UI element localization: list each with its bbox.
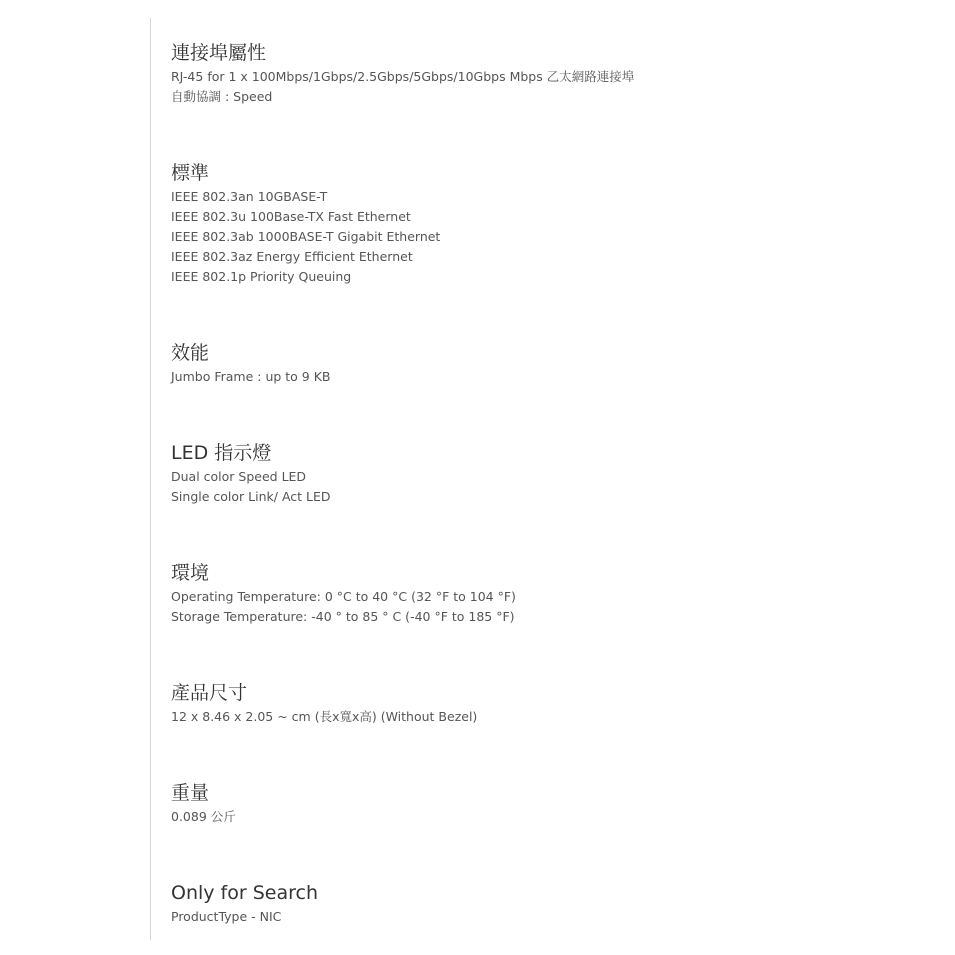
section-heading: 重量 — [171, 782, 210, 804]
spec-line: 12 x 8.46 x 2.05 ~ cm (長x寬x高) (Without Bezel) — [171, 709, 478, 724]
spec-line: IEEE 802.3u 100Base-TX Fast Ethernet — [171, 209, 411, 224]
section-led-indicators — [171, 440, 931, 507]
spec-line: Dual color Speed LED — [171, 469, 307, 484]
spec-line: RJ-45 for 1 x 100Mbps/1Gbps/2.5Gbps/5Gbps/10Gbps Mbps 乙太網路連接埠 — [171, 69, 635, 84]
spec-line: IEEE 802.3ab 1000BASE-T Gigabit Ethernet — [171, 229, 441, 244]
section-heading: LED 指示燈 — [171, 442, 272, 464]
spec-line: IEEE 802.3an 10GBASE-T — [171, 189, 328, 204]
section-weight — [171, 780, 931, 827]
spec-line: Jumbo Frame : up to 9 KB — [171, 369, 331, 384]
spec-line: 0.089 公斤 — [171, 809, 236, 824]
spec-line: Single color Link/ Act LED — [171, 489, 331, 504]
section-heading: Only for Search — [171, 882, 318, 904]
spec-line: ProductType - NIC — [171, 909, 282, 924]
spec-line: IEEE 802.1p Priority Queuing — [171, 269, 352, 284]
section-heading: 產品尺寸 — [171, 682, 248, 704]
section-dimensions — [171, 680, 931, 727]
section-standards — [171, 160, 931, 287]
spec-line: Operating Temperature: 0 °C to 40 °C (32 °F to 104 °F) — [171, 589, 516, 604]
section-heading: 標準 — [171, 162, 210, 184]
section-heading: 環境 — [171, 562, 210, 584]
section-search-only — [171, 880, 931, 927]
spec-line: 自動協調 : Speed — [171, 89, 273, 104]
spec-line: IEEE 802.3az Energy Efficient Ethernet — [171, 249, 413, 264]
section-environment — [171, 560, 931, 627]
section-performance — [171, 340, 931, 387]
section-port-properties — [171, 40, 931, 107]
spec-line: Storage Temperature: -40 ° to 85 ° C (-40 °F to 185 °F) — [171, 609, 515, 624]
section-heading: 連接埠屬性 — [171, 42, 267, 64]
section-heading: 效能 — [171, 342, 210, 364]
vertical-divider — [150, 18, 151, 940]
